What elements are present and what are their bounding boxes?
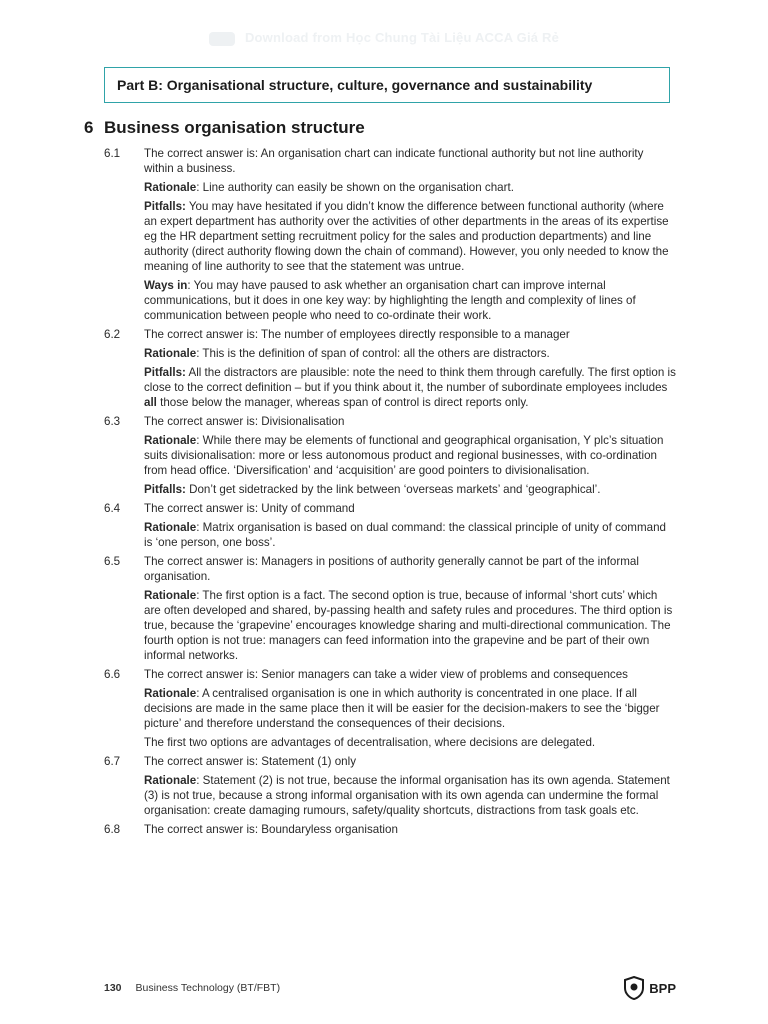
rationale-text: : While there may be elements of functional and geographical organisation, Y plc’s situation suits divisionalisation: more or less autonomous product and regional businesses, with co-ordination from head office. ‘Diversification’ and ‘acquisition’ are good pointers to divisionalisation.: [144, 434, 664, 477]
pitfalls-label: Pitfalls:: [144, 483, 186, 496]
correct-answer: The correct answer is: Managers in positions of authority generally cannot be part of the informal organisation.: [144, 555, 639, 583]
rationale-label: Rationale: [144, 687, 197, 700]
correct-answer: The correct answer is: The number of employees directly responsible to a manager: [144, 328, 570, 341]
pitfalls: [144, 482, 676, 497]
rationale: [144, 433, 676, 478]
watermark-text: Download from Học Chung Tài Liệu ACCA Giá Rẻ: [244, 30, 560, 45]
rationale-label: Rationale: [144, 589, 197, 602]
pitfalls: [144, 199, 676, 274]
pitfalls-label: Pitfalls:: [144, 200, 186, 213]
shield-icon: [623, 976, 645, 1000]
answers-content: [104, 146, 676, 841]
rationale: [144, 686, 676, 731]
rationale-text: : The first option is a fact. The second option is true, because of informal ‘short cuts’ which are often developed and shared, by-passing health and safety rules and procedures. The third option is true, because the ‘grapevine’ encourages knowledge sharing and multi-directional communication. The fourth option is not true: managers can feed information into the grapevine and be part of their own informal networks.: [144, 589, 673, 662]
ways-in-text: : You may have paused to ask whether an organisation chart can improve internal communications, but it does in one key way: by highlighting the length and complexity of lines of communication between people who need to co-ordinate their work.: [144, 279, 636, 322]
answer-item: [104, 414, 676, 501]
rationale: [144, 346, 676, 361]
pitfalls-text: Don’t get sidetracked by the link between ‘overseas markets’ and ‘geographical’.: [185, 483, 601, 496]
part-header-text: Part B: Organisational structure, culture, governance and sustainability: [117, 77, 593, 93]
ways-in: [144, 278, 676, 323]
correct-answer: The correct answer is: Divisionalisation: [144, 415, 345, 428]
watermark-icon: [209, 32, 235, 46]
question-number: 6.3: [104, 415, 121, 428]
page-number: 130: [104, 982, 122, 994]
answer-item: [104, 554, 676, 667]
answer-item: [104, 146, 676, 327]
answer-item: [104, 501, 676, 554]
question-number: 6.7: [104, 755, 121, 768]
rationale-text: : Statement (2) is not true, because the informal organisation has its own agenda. Statement (3) is not true, because a strong informal organisation with its own agenda can undermine the formal organisation: create damaging rumours, safety/quality shortcuts, distractions from task goals etc.: [144, 774, 670, 817]
pitfalls-text: All the distractors are plausible: note the need to think them through carefully. The first option is close to the correct definition – but if you think about it, the number of subordinate employees includes: [144, 366, 676, 394]
watermark-banner: [0, 30, 768, 46]
part-header: [104, 67, 670, 103]
correct-answer: The correct answer is: An organisation chart can indicate functional authority but not line authority within a business.: [144, 147, 644, 175]
rationale-label: Rationale: [144, 347, 197, 360]
correct-answer: The correct answer is: Unity of command: [144, 502, 355, 515]
chapter-heading: [84, 118, 365, 138]
rationale-text: : Matrix organisation is based on dual command: the classical principle of unity of command is ‘one person, one boss’.: [144, 521, 666, 549]
question-number: 6.1: [104, 147, 121, 160]
correct-answer: The correct answer is: Statement (1) only: [144, 755, 356, 768]
page-footer: [104, 978, 676, 998]
pitfalls-emphasis: all: [144, 396, 157, 409]
rationale: [144, 588, 676, 663]
pitfalls-text-cont: those below the manager, whereas span of control is direct reports only.: [156, 396, 529, 409]
rationale: [144, 520, 676, 550]
question-number: 6.4: [104, 502, 121, 515]
ways-in-label: Ways in: [144, 279, 188, 292]
question-number: 6.2: [104, 328, 121, 341]
pitfalls-label: Pitfalls:: [144, 366, 186, 379]
rationale-label: Rationale: [144, 774, 197, 787]
answer-item: [104, 822, 676, 841]
correct-answer: The correct answer is: Senior managers can take a wider view of problems and consequences: [144, 668, 628, 681]
rationale-label: Rationale: [144, 434, 197, 447]
answer-item: [104, 754, 676, 822]
rationale: [144, 773, 676, 818]
book-title: Business Technology (BT/FBT): [135, 982, 281, 994]
correct-answer: The correct answer is: Boundaryless organisation: [144, 823, 398, 836]
rationale-label: Rationale: [144, 181, 197, 194]
chapter-number: 6: [84, 118, 94, 137]
logo-text: BPP: [649, 980, 676, 996]
pitfalls-text: You may have hesitated if you didn’t know the difference between functional authority (where an expert department has authority over the activities of other departments in the areas of its expertise eg the HR department setting recruitment policy for the sales and production departments) and line authority (direct authority flowing down the chain of command). However, you only needed to know the meaning of line authority to see that the statement was untrue.: [144, 200, 669, 273]
rationale: [144, 180, 676, 195]
question-number: 6.5: [104, 555, 121, 568]
answer-item: [104, 327, 676, 414]
additional-note: The first two options are advantages of decentralisation, where decisions are delegated.: [144, 736, 596, 749]
answer-item: [104, 667, 676, 754]
chapter-title: Business organisation structure: [104, 118, 365, 137]
rationale-text: : Line authority can easily be shown on the organisation chart.: [196, 181, 514, 194]
question-number: 6.6: [104, 668, 121, 681]
question-number: 6.8: [104, 823, 121, 836]
rationale-label: Rationale: [144, 521, 197, 534]
pitfalls: [144, 365, 676, 410]
rationale-text: : This is the definition of span of control: all the others are distractors.: [196, 347, 550, 360]
bpp-logo: [623, 976, 676, 1000]
rationale-text: : A centralised organisation is one in which authority is concentrated in one place. If all decisions are made in the same place then it will be easier for the decision-makers to see the ‘bigger picture’ and therefore understand the consequences of their decisions.: [144, 687, 660, 730]
